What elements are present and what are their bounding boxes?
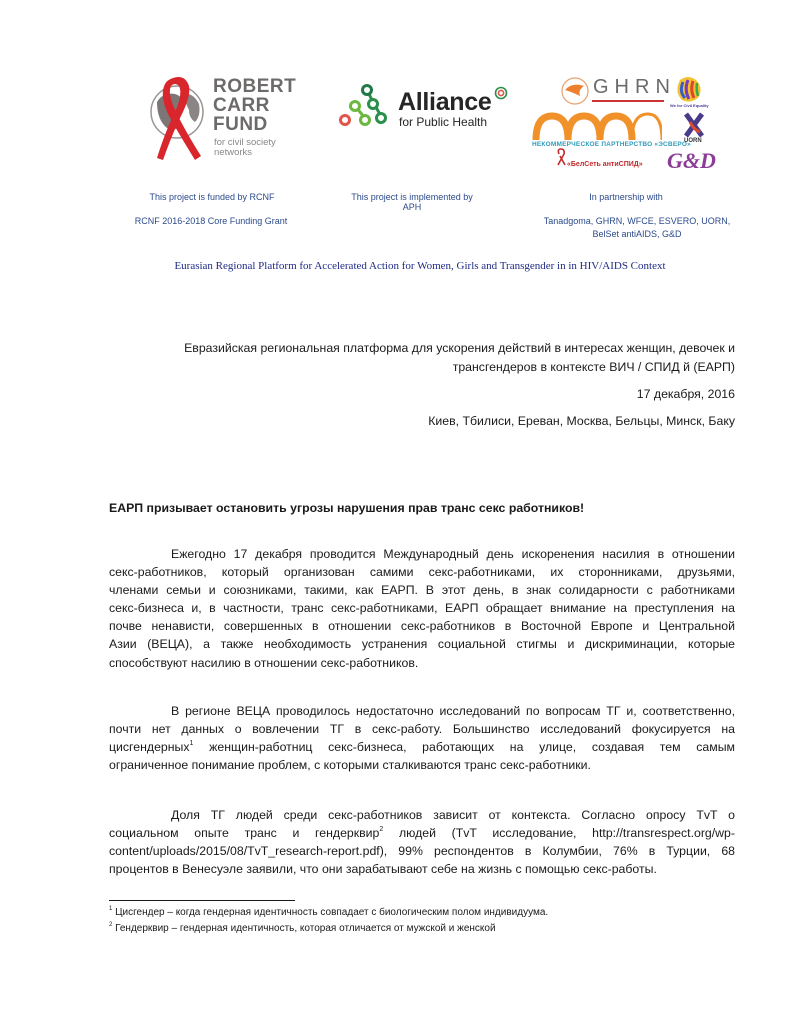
paragraph-line: процентов в Венесуэле заявили, что они зарабатывают себе на жизнь с помощью секс-работы. [109, 862, 657, 877]
paragraph-line [109, 738, 735, 756]
paragraph-line-with-link[interactable]: content/uploads/2015/08/TvT_research-report.pdf), 99% респондентов в Колумбии, 76% в Турции, 68 [109, 844, 735, 859]
esvero-arches-icon [532, 108, 662, 140]
paragraph-line: секс-работников, который организован самими секс-работниками, их сторонниками, друзьями, [109, 565, 735, 580]
header-cities: Киев, Тбилиси, Ереван, Москва, Бельцы, Минск, Баку [428, 414, 735, 428]
tanadgoma-logo-icon [560, 76, 590, 106]
paragraph-line: ограниченное понимание проблем, с которыми сталкиваются транс секс-работники. [109, 758, 591, 773]
caption-partners-line-1: Tanadgoma, GHRN, WFCE, ESVERO, UORN, [543, 216, 731, 226]
rcf-line-2: CARR [213, 95, 270, 116]
footnote-number: 2 [109, 922, 113, 928]
header-org-line-1: Евразийская региональная платформа для ускорения действий в интересах женщин, девочек и [184, 341, 735, 355]
paragraph-2 [109, 702, 735, 774]
rcf-line-1: ROBERT [213, 76, 297, 97]
footnote-text: Цисгендер – когда гендерная идентичность совпадает с биологическим полом индивидуума. [112, 907, 549, 918]
rcf-line-3: FUND [213, 114, 268, 135]
paragraph-line: почве ненависти, совершенных в отношении секс-работников в Восточной Европе и Центральной [109, 619, 735, 634]
footnote-text: Гендерквир – гендерная идентичность, которая отличается от мужской и женской [112, 923, 496, 934]
paragraph-line: членами семьи и союзниками, такими, как ЕАРП. В этот день, в знак солидарности с работниками [109, 583, 735, 598]
paragraph-line: секс-бизнеса и, в частности, транс секс-работниками, ЕАРП обращает внимание на преступления на [109, 601, 735, 616]
wfce-logo-text: We for Civil Equality [670, 103, 709, 108]
alliance-molecule-icon [337, 82, 395, 128]
paragraph-text: женщин-работниц секс-бизнеса, работающих на улице, создавая тем самым [193, 740, 735, 755]
caption-grant: RCNF 2016-2018 Core Funding Grant [134, 216, 288, 226]
paragraph-3 [109, 806, 735, 878]
paragraph-line: способствуют насилию в отношении секс-работников. [109, 655, 419, 670]
paragraph-line: Азии (ВЕЦА), а также необходимость устранения социальной стигмы и дискриминации, которые [109, 637, 735, 652]
alliance-logo-title: Alliance [398, 88, 492, 116]
caption-implemented-by: This project is implemented by APH [351, 192, 473, 212]
paragraph-line: почти нет данных о вовлечении ТГ в секс-работу. Большинство исследований фокусируется на [109, 722, 735, 737]
paragraph-line [109, 824, 735, 842]
gd-logo-text: G&D [667, 148, 716, 173]
header-org-line-2: трансгендеров в контексте ВИЧ / СПИД й (ЕАРП) [452, 360, 735, 374]
press-release-headline: ЕАРП призывает остановить угрозы нарушения прав транс секс работников! [109, 501, 585, 515]
robert-carr-fund-emblem-icon [145, 72, 215, 172]
paragraph-text: цисгендерных [109, 740, 190, 755]
paragraph-line: Ежегодно 17 декабря проводится Международный день искоренения насилия в отношении [171, 547, 735, 561]
robert-carr-fund-subtitle [214, 138, 276, 158]
paragraph-line: В регионе ВЕЦА проводилось недостаточно исследований по вопросам ТГ и, соответственно, [171, 704, 735, 718]
footnote-1 [109, 907, 548, 918]
rcf-sub-line-1: for civil society [214, 137, 276, 148]
ghrn-logo-rule [592, 100, 664, 102]
paragraph-text: социальном опыте транс и гендерквир [109, 826, 380, 841]
belset-logo-text: «БелСеть антиСПИД» [567, 161, 643, 168]
esvero-logo-text: НЕКОММЕРЧЕСКОЕ ПАРТНЕРСТВО «ЭСВЕРО» [532, 141, 691, 148]
caption-funded-by: This project is funded by RCNF [149, 192, 275, 202]
caption-partnership: In partnership with [589, 192, 663, 202]
belset-ribbon-icon [556, 148, 566, 166]
footnote-2 [109, 923, 496, 934]
uorn-logo-icon [682, 112, 706, 138]
robert-carr-fund-logo-text [213, 77, 296, 134]
header-date: 17 декабря, 2016 [636, 387, 735, 401]
alliance-logo-subtitle: for Public Health [399, 115, 488, 129]
wfce-rainbow-icon [672, 74, 706, 104]
footnote-ref-2[interactable]: 2 [379, 826, 384, 834]
ghrn-logo-text: GHRN [593, 76, 676, 98]
paragraph-1 [109, 545, 735, 672]
rcf-sub-line-2: networks [214, 147, 253, 158]
footnote-separator [109, 900, 295, 901]
footnote-number: 1 [109, 906, 113, 912]
alliance-swirl-icon [494, 86, 508, 100]
footnote-ref-1[interactable]: 1 [189, 740, 194, 748]
paragraph-line: Доля ТГ людей среди секс-работников зависит от контекста. Согласно опросу TvT о [171, 808, 735, 822]
paragraph-text-with-link[interactable]: людей (TvT исследование, http://transrespect.org/wp- [383, 826, 735, 841]
uorn-logo-text: UORN [684, 138, 702, 144]
platform-title: Eurasian Regional Platform for Accelerated Action for Women, Girls and Transgender in in HIV/AIDS Context [174, 260, 666, 272]
caption-partners-line-2: BelSet antiAIDS, G&D [592, 229, 682, 239]
